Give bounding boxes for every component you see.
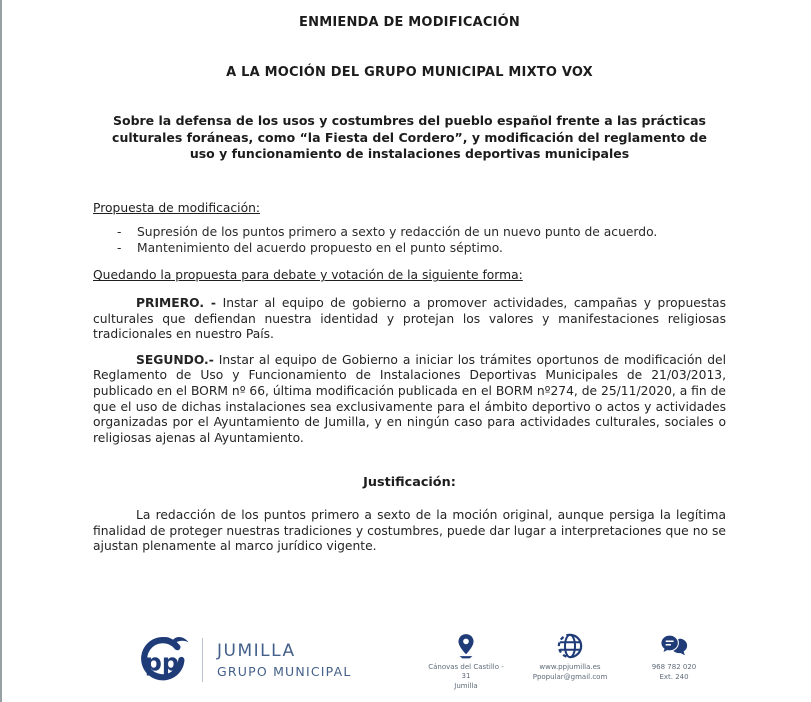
brand-separator bbox=[202, 638, 203, 682]
pp-logo-icon bbox=[130, 632, 192, 688]
list-item-text: Mantenimiento del acuerdo propuesto en el punto séptimo. bbox=[137, 240, 503, 255]
globe-icon bbox=[531, 629, 609, 659]
justification-heading: Justificación: bbox=[363, 475, 456, 491]
list-item-text: Supresión de los puntos primero a sexto y redacción de un nuevo punto de acuerdo. bbox=[137, 225, 658, 240]
list-dash: - bbox=[117, 225, 122, 240]
point-segundo-paragraph bbox=[93, 353, 726, 447]
contact-line: 968 782 020 bbox=[651, 663, 697, 671]
contact-line: Cánovas del Castillo - 31 bbox=[428, 663, 504, 680]
justification-paragraph: La redacción de los puntos primero a sexto de la moción original, aunque persiga la legítima finalidad de proteger nuestras tradiciones y costumbres, puede dar lugar a interpretaciones que no se ajustan plenamente al marco jurídico vigente. bbox=[93, 508, 726, 554]
point-primero-paragraph bbox=[93, 296, 726, 343]
contact-line: Ppopular@gmail.com bbox=[532, 673, 608, 681]
document-title: ENMIENDA DE MODIFICACIÓN bbox=[299, 15, 520, 30]
contact-phone bbox=[635, 629, 713, 682]
svg-text:pp: pp bbox=[144, 648, 180, 677]
page-left-edge-line bbox=[0, 0, 2, 702]
contact-address bbox=[427, 629, 505, 691]
org-subname: GRUPO MUNICIPAL bbox=[217, 664, 352, 679]
debate-heading: Quedando la propuesta para debate y votación de la siguiente forma: bbox=[93, 268, 523, 283]
pp-brand-block bbox=[130, 632, 352, 688]
proposal-heading: Propuesta de modificación: bbox=[93, 200, 261, 215]
contact-line: www.ppjumilla.es bbox=[539, 663, 601, 671]
contact-web bbox=[531, 629, 609, 682]
location-pin-icon bbox=[427, 629, 505, 659]
chat-icon bbox=[635, 629, 713, 659]
list-item bbox=[93, 241, 726, 257]
proposal-list bbox=[93, 225, 726, 256]
document-footer bbox=[0, 618, 811, 702]
contact-icons-row bbox=[427, 629, 713, 691]
org-name: JUMILLA bbox=[217, 641, 296, 661]
point-label: SEGUNDO.- bbox=[136, 352, 214, 367]
point-text: Instar al equipo de gobierno a promover actividades, campañas y propuestas culturales que defiendan nuestra identidad y protejan los valores y manifestaciones religiosas tradicionales en nuestro País. bbox=[93, 296, 726, 342]
list-dash: - bbox=[117, 240, 122, 255]
point-label: PRIMERO. - bbox=[136, 296, 217, 311]
motion-subject: Sobre la defensa de los usos y costumbres del pueblo español frente a las prácticas culturales foráneas, como “la Fiesta del Cordero”, y modificación del reglamento de uso y funcionamiento de instalaciones deportivas municipales bbox=[112, 113, 707, 162]
contact-line: Ext. 240 bbox=[659, 673, 689, 681]
motion-subtitle: A LA MOCIÓN DEL GRUPO MUNICIPAL MIXTO VOX bbox=[226, 64, 593, 80]
org-text bbox=[217, 641, 352, 679]
list-item bbox=[93, 225, 726, 241]
contact-line: Jumilla bbox=[454, 682, 478, 690]
point-text: Instar al equipo de Gobierno a iniciar los trámites oportunos de modificación del Reglamento de Uso y Funcionamiento de Instalaciones Deportivas Municipales de 21/03/2013, publicado en el BORM nº 66, última modificación publicada en el BORM nº274, de 25/11/2020, a fin de que el uso de dichas instalaciones sea exclusivamente para el ámbito deportivo o actos y actividades organizadas por el Ayuntamiento de Jumilla, y en ningún caso para actividades culturales, sociales o religiosas ajenas al Ayuntamiento. bbox=[93, 352, 726, 445]
